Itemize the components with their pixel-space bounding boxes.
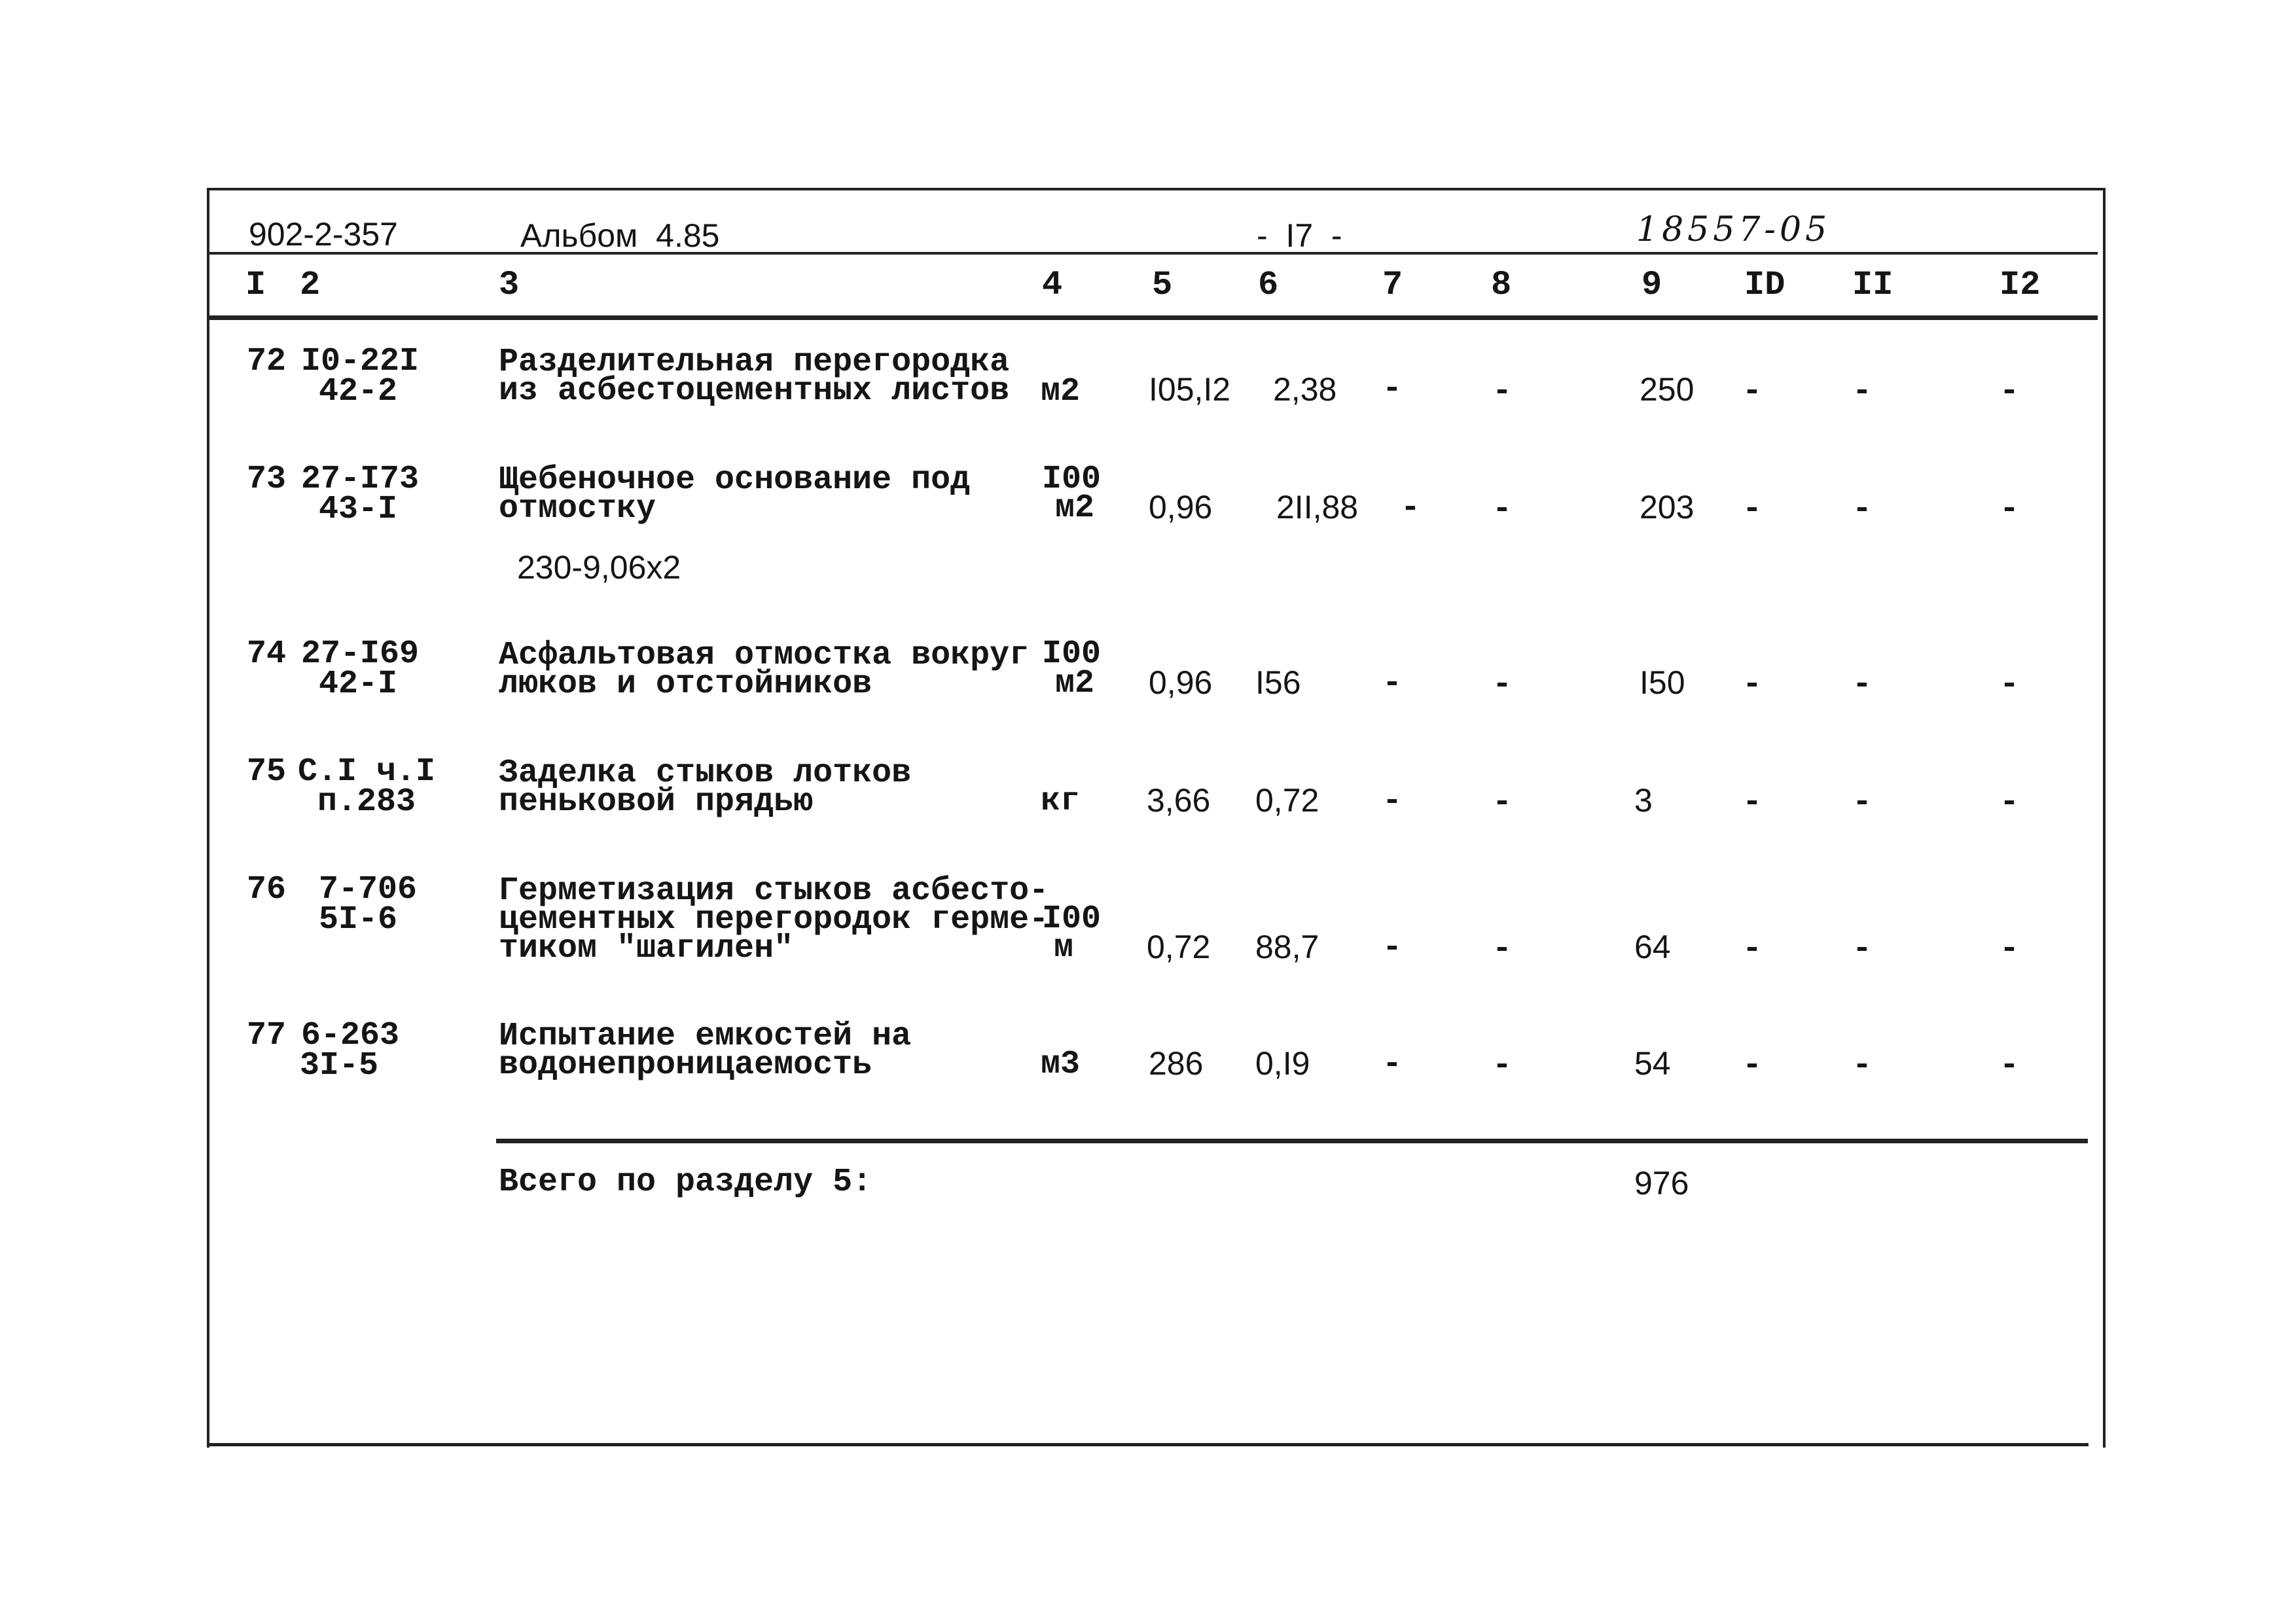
row-reference: 7-706 — [319, 871, 418, 908]
row-col8: - — [1492, 931, 1513, 968]
row-reference: 27-I69 — [301, 635, 420, 673]
row-unit: м3 — [1041, 1046, 1081, 1083]
column-number: 6 — [1258, 266, 1279, 304]
row-description: Разделительная перегородка — [499, 344, 1010, 381]
column-number: 9 — [1641, 266, 1662, 304]
row-reference: п.283 — [317, 783, 416, 821]
row-col6: 2II,88 — [1276, 489, 1359, 526]
row-unit: I00 — [1042, 635, 1102, 673]
section-total-value: 976 — [1634, 1165, 1689, 1202]
row-reference: 5I-6 — [319, 901, 398, 938]
row-col9: 54 — [1634, 1045, 1671, 1082]
header-rule — [209, 252, 2098, 255]
row-col12: - — [2000, 491, 2020, 528]
page-number: - I7 - — [1257, 217, 1342, 254]
row-description: люков и отстойников — [499, 666, 872, 703]
row-col11: - — [1852, 491, 1873, 528]
column-number: I2 — [2000, 266, 2041, 304]
total-rule — [496, 1139, 2088, 1143]
row-col11: - — [1852, 373, 1873, 410]
row-col7: - — [1382, 370, 1403, 408]
row-col6: 0,72 — [1255, 782, 1319, 819]
row-description: Герметизация стыков асбесто- — [499, 872, 1049, 910]
row-col9: 3 — [1634, 782, 1653, 819]
row-col10: - — [1742, 1047, 1763, 1084]
column-number: 8 — [1491, 266, 1512, 304]
row-col5: 0,96 — [1149, 664, 1213, 701]
row-unit: м2 — [1055, 665, 1095, 702]
row-col10: - — [1742, 666, 1763, 704]
column-header-rule — [209, 315, 2098, 320]
row-col5: 286 — [1149, 1045, 1204, 1082]
row-col6: 2,38 — [1273, 371, 1337, 408]
row-col6: 88,7 — [1255, 929, 1319, 965]
row-description: из асбестоцементных листов — [499, 372, 1010, 410]
row-col9: 203 — [1640, 489, 1695, 526]
section-total-label: Всего по разделу 5: — [499, 1164, 872, 1201]
row-reference: I0-22I — [301, 343, 420, 380]
row-number: 76 — [247, 871, 287, 908]
row-col8: - — [1492, 784, 1513, 821]
column-number: 2 — [300, 266, 321, 304]
bottom-rule — [207, 1443, 2089, 1446]
row-col12: - — [2000, 931, 2020, 968]
row-unit: м2 — [1041, 373, 1081, 410]
row-unit: м — [1054, 929, 1074, 967]
row-col12: - — [2000, 1047, 2020, 1084]
row-description: водонепроницаемость — [499, 1046, 872, 1084]
row-reference: 27-I73 — [301, 461, 420, 498]
row-calculation-note: 230-9,06x2 — [517, 549, 681, 586]
column-number: 3 — [499, 266, 520, 304]
row-number: 75 — [247, 753, 287, 791]
document-code: 902-2-357 — [249, 216, 398, 253]
row-col10: - — [1742, 931, 1763, 968]
row-col9: I50 — [1640, 664, 1685, 701]
row-col7: - — [1382, 1046, 1403, 1083]
row-col7: - — [1382, 783, 1403, 820]
column-number: I — [245, 266, 266, 304]
row-col6: 0,I9 — [1255, 1045, 1310, 1082]
row-description: тиком "шагилен" — [499, 930, 794, 967]
row-col7: - — [1382, 929, 1403, 967]
row-col12: - — [2000, 373, 2020, 410]
row-col8: - — [1492, 1047, 1513, 1084]
row-col9: 64 — [1634, 929, 1671, 965]
row-col9: 250 — [1640, 371, 1695, 408]
row-unit: I00 — [1042, 461, 1102, 498]
column-number: 5 — [1152, 266, 1173, 304]
column-number: II — [1852, 266, 1893, 304]
row-col8: - — [1492, 491, 1513, 528]
row-description: Щебеночное основание под — [499, 461, 971, 499]
row-reference: 42-2 — [319, 373, 398, 410]
row-description: Асфальтовая отмостка вокруг — [499, 637, 1030, 674]
row-col10: - — [1742, 491, 1763, 528]
column-number: 7 — [1382, 266, 1403, 304]
row-col5: 0,96 — [1149, 489, 1213, 526]
sheet-number-handwritten: 18557-05 — [1636, 210, 1831, 249]
row-number: 74 — [247, 635, 287, 673]
row-col5: I05,I2 — [1149, 371, 1231, 408]
row-col5: 0,72 — [1147, 929, 1211, 965]
row-description: отмостку — [499, 490, 656, 527]
row-col7: - — [1401, 490, 1421, 527]
row-col10: - — [1742, 784, 1763, 821]
row-col11: - — [1852, 666, 1873, 704]
column-number: 4 — [1042, 266, 1063, 304]
row-col12: - — [2000, 784, 2020, 821]
row-col11: - — [1852, 784, 1873, 821]
row-reference: 3I-5 — [300, 1047, 379, 1084]
row-col11: - — [1852, 931, 1873, 968]
row-number: 72 — [247, 343, 287, 380]
row-number: 77 — [247, 1017, 287, 1054]
row-unit: м2 — [1055, 490, 1095, 527]
row-reference: 42-I — [319, 666, 398, 703]
row-col12: - — [2000, 666, 2020, 704]
row-description: Испытание емкостей на — [499, 1018, 912, 1055]
row-col10: - — [1742, 373, 1763, 410]
column-number: ID — [1744, 266, 1785, 304]
row-col5: 3,66 — [1147, 782, 1211, 819]
row-col8: - — [1492, 666, 1513, 704]
row-description: Заделка стыков лотков — [499, 755, 912, 792]
row-unit: I00 — [1042, 901, 1102, 938]
row-description: пеньковой прядью — [499, 783, 814, 821]
row-reference: 6-263 — [301, 1017, 400, 1054]
row-col8: - — [1492, 373, 1513, 410]
row-unit: кг — [1041, 783, 1081, 820]
row-reference: 43-I — [319, 491, 398, 528]
row-col6: I56 — [1255, 664, 1301, 701]
row-col7: - — [1382, 665, 1403, 702]
album-label: Альбом 4.85 — [520, 217, 720, 254]
row-number: 73 — [247, 461, 287, 498]
row-col11: - — [1852, 1047, 1873, 1084]
row-reference: С.I ч.I — [298, 753, 436, 791]
row-description: цементных перегородок герме- — [499, 901, 1049, 938]
